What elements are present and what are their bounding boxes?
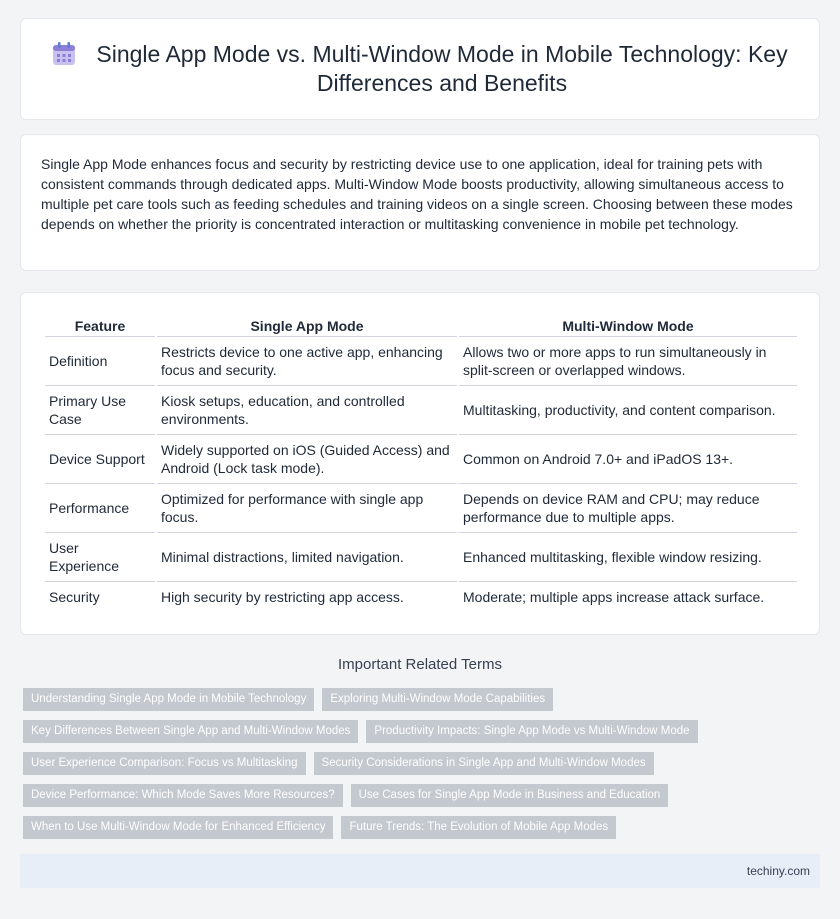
cell-feature: Performance xyxy=(45,484,155,533)
cell-single-app: Widely supported on iOS (Guided Access) and Android (Lock task mode). xyxy=(157,435,457,484)
related-term-link[interactable]: Use Cases for Single App Mode in Business and Education xyxy=(351,784,669,807)
related-term-link[interactable]: Understanding Single App Mode in Mobile Technology xyxy=(23,688,314,711)
related-term-link[interactable]: Key Differences Between Single App and Multi-Window Modes xyxy=(23,720,358,743)
tag-row xyxy=(23,752,823,775)
table-row xyxy=(45,582,797,612)
cell-single-app: Optimized for performance with single app focus. xyxy=(157,484,457,533)
cell-multi-window: Multitasking, productivity, and content comparison. xyxy=(459,386,797,435)
tag-row xyxy=(23,784,823,807)
tag-row xyxy=(23,720,823,743)
related-term-link[interactable]: Productivity Impacts: Single App Mode vs Multi-Window Mode xyxy=(366,720,697,743)
header-single-app: Single App Mode xyxy=(157,315,457,337)
calendar-icon xyxy=(51,41,77,67)
related-term-link[interactable]: User Experience Comparison: Focus vs Multitasking xyxy=(23,752,306,775)
table-row xyxy=(45,386,797,435)
cell-feature: Security xyxy=(49,589,100,605)
tag-row xyxy=(23,816,823,839)
related-term-link[interactable]: When to Use Multi-Window Mode for Enhanced Efficiency xyxy=(23,816,333,839)
table-header-row xyxy=(45,315,797,337)
cell-multi-window: Depends on device RAM and CPU; may reduce performance due to multiple apps. xyxy=(459,484,797,533)
table-row xyxy=(45,435,797,484)
cell-feature: Device Support xyxy=(45,435,155,484)
footer xyxy=(20,854,820,888)
title-wrap xyxy=(21,19,819,119)
related-terms-title: Important Related Terms xyxy=(338,656,502,673)
comparison-table-card xyxy=(20,292,820,635)
table-row xyxy=(45,484,797,533)
table-row xyxy=(45,337,797,386)
tag-row xyxy=(23,688,823,711)
cell-multi-window: Moderate; multiple apps increase attack surface. xyxy=(463,589,765,605)
footer-site-link[interactable]: techiny.com xyxy=(746,864,810,878)
cell-single-app: High security by restricting app access. xyxy=(161,589,404,605)
cell-feature: User Experience xyxy=(45,533,155,582)
intro-card xyxy=(20,134,820,271)
header-multi-window: Multi-Window Mode xyxy=(459,315,797,337)
related-term-link[interactable]: Security Considerations in Single App and Multi-Window Modes xyxy=(314,752,654,775)
cell-single-app: Restricts device to one active app, enhancing focus and security. xyxy=(157,337,457,386)
related-term-link[interactable]: Future Trends: The Evolution of Mobile App Modes xyxy=(341,816,616,839)
page-title: Single App Mode vs. Multi-Window Mode in Mobile Technology: Key Differences and Benefits xyxy=(96,41,788,96)
cell-feature: Primary Use Case xyxy=(45,386,155,435)
cell-multi-window: Allows two or more apps to run simultaneously in split-screen or overlapped windows. xyxy=(459,337,797,386)
intro-paragraph: Single App Mode enhances focus and security by restricting device use to one application, ideal for training pets with consistent commands through dedicated apps. Multi-Window Mode boosts productivity, allowing simultaneous access to multiple pet care tools such as feeding schedules and training videos on a single screen. Choosing between these modes depends on whether the priority is concentrated interaction or multitasking convenience in mobile pet technology. xyxy=(41,156,793,232)
header-card xyxy=(20,18,820,120)
related-terms-list xyxy=(23,688,823,848)
comparison-table xyxy=(43,315,799,612)
cell-multi-window: Enhanced multitasking, flexible window resizing. xyxy=(459,533,797,582)
related-term-link[interactable]: Exploring Multi-Window Mode Capabilities xyxy=(322,688,553,711)
cell-single-app: Kiosk setups, education, and controlled environments. xyxy=(157,386,457,435)
cell-multi-window: Common on Android 7.0+ and iPadOS 13+. xyxy=(459,435,797,484)
cell-feature: Definition xyxy=(45,337,155,386)
cell-single-app: Minimal distractions, limited navigation. xyxy=(157,533,457,582)
related-term-link[interactable]: Device Performance: Which Mode Saves More Resources? xyxy=(23,784,343,807)
header-feature: Feature xyxy=(45,315,155,337)
table-row xyxy=(45,533,797,582)
